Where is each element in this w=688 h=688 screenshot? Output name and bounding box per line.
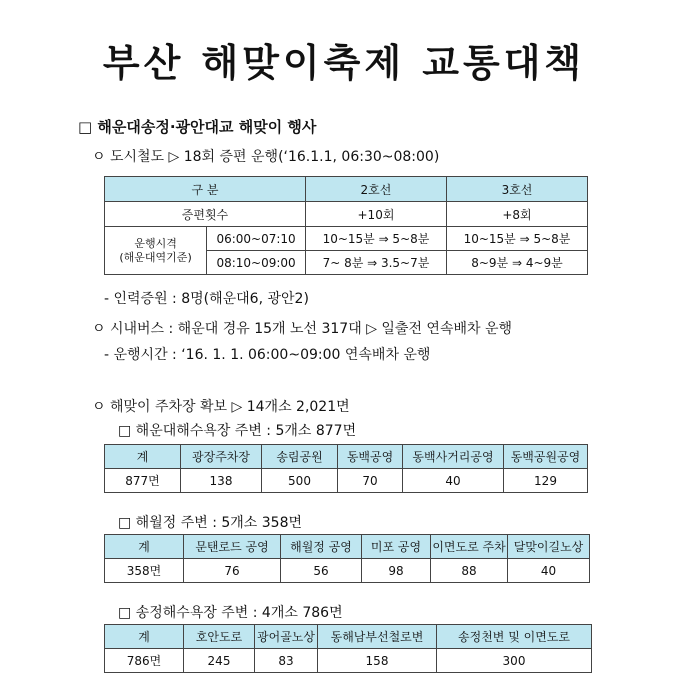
td: 358면 [105, 559, 184, 583]
th: 문탠로드 공영 [184, 535, 281, 559]
parking-table-haewoljeong [104, 534, 590, 583]
td: 70 [338, 469, 403, 493]
td: 40 [508, 559, 590, 583]
interval-basis: (해운대역기준) [119, 250, 192, 264]
parking-caption-songjeong: □ 송정해수욕장 주변 : 4개소 786면 [118, 605, 343, 621]
th: 광어골노상 [255, 625, 318, 649]
td: 98 [362, 559, 431, 583]
cell-slot2-l2: 7~ 8분 ⇒ 3.5~7분 [305, 251, 446, 275]
cell-slot1-l2: 10~15분 ⇒ 5~8분 [305, 227, 446, 251]
th: 계 [105, 445, 181, 469]
subway-summary: ㅇ 도시철도 ▷ 18회 증편 운행(‘16.1.1, 06:30~08:00) [92, 149, 440, 165]
cell-increase-l3: +8회 [446, 202, 587, 227]
interval-label: 운행시격 [134, 236, 177, 250]
td: 138 [181, 469, 262, 493]
th: 미포 공영 [362, 535, 431, 559]
td: 40 [403, 469, 504, 493]
td: 786면 [105, 649, 184, 673]
header-line2: 2호선 [305, 177, 446, 202]
td: 88 [431, 559, 508, 583]
th: 이면도로 주차 [431, 535, 508, 559]
row-label-interval [105, 227, 207, 275]
td: 245 [184, 649, 255, 673]
page-title: 부산 해맞이축제 교통대책 [102, 40, 586, 85]
cell-increase-l2: +10회 [305, 202, 446, 227]
th: 송림공원 [262, 445, 338, 469]
td: 83 [255, 649, 318, 673]
time-slot-2: 08:10~09:00 [207, 251, 306, 275]
th: 호안도로 [184, 625, 255, 649]
th: 해월정 공영 [281, 535, 362, 559]
th: 동해남부선철로변 [318, 625, 437, 649]
th: 광장주차장 [181, 445, 262, 469]
header-line3: 3호선 [446, 177, 587, 202]
bus-summary: ㅇ 시내버스 : 해운대 경유 15개 노선 317대 ▷ 일출전 연속배차 운행 [92, 321, 513, 337]
td: 500 [262, 469, 338, 493]
th: 동백사거리공영 [403, 445, 504, 469]
th: 송정천변 및 이면도로 [437, 625, 592, 649]
parking-table-songjeong [104, 624, 592, 673]
cell-slot2-l3: 8~9분 ⇒ 4~9분 [446, 251, 587, 275]
parking-table-haeundae [104, 444, 588, 493]
header-division: 구 분 [105, 177, 306, 202]
parking-caption-haeundae: □ 해운대해수욕장 주변 : 5개소 877면 [118, 423, 357, 439]
th: 동백공원공영 [504, 445, 588, 469]
parking-summary: ㅇ 해맞이 주차장 확보 ▷ 14개소 2,021면 [92, 399, 350, 415]
th: 계 [105, 625, 184, 649]
th: 계 [105, 535, 184, 559]
th: 달맞이길노상 [508, 535, 590, 559]
td: 76 [184, 559, 281, 583]
td: 300 [437, 649, 592, 673]
subway-table [104, 176, 588, 275]
row-label-increase: 증편횟수 [105, 202, 306, 227]
td: 877면 [105, 469, 181, 493]
td: 158 [318, 649, 437, 673]
staff-increase: - 인력증원 : 8명(해운대6, 광안2) [104, 291, 309, 307]
bus-time: - 운행시간 : ‘16. 1. 1. 06:00~09:00 연속배차 운행 [104, 347, 431, 363]
time-slot-1: 06:00~07:10 [207, 227, 306, 251]
section-heading: □ 해운대송정·광안대교 해맞이 행사 [78, 118, 317, 136]
td: 129 [504, 469, 588, 493]
cell-slot1-l3: 10~15분 ⇒ 5~8분 [446, 227, 587, 251]
td: 56 [281, 559, 362, 583]
th: 동백공영 [338, 445, 403, 469]
parking-caption-haewoljeong: □ 해월정 주변 : 5개소 358면 [118, 515, 303, 531]
